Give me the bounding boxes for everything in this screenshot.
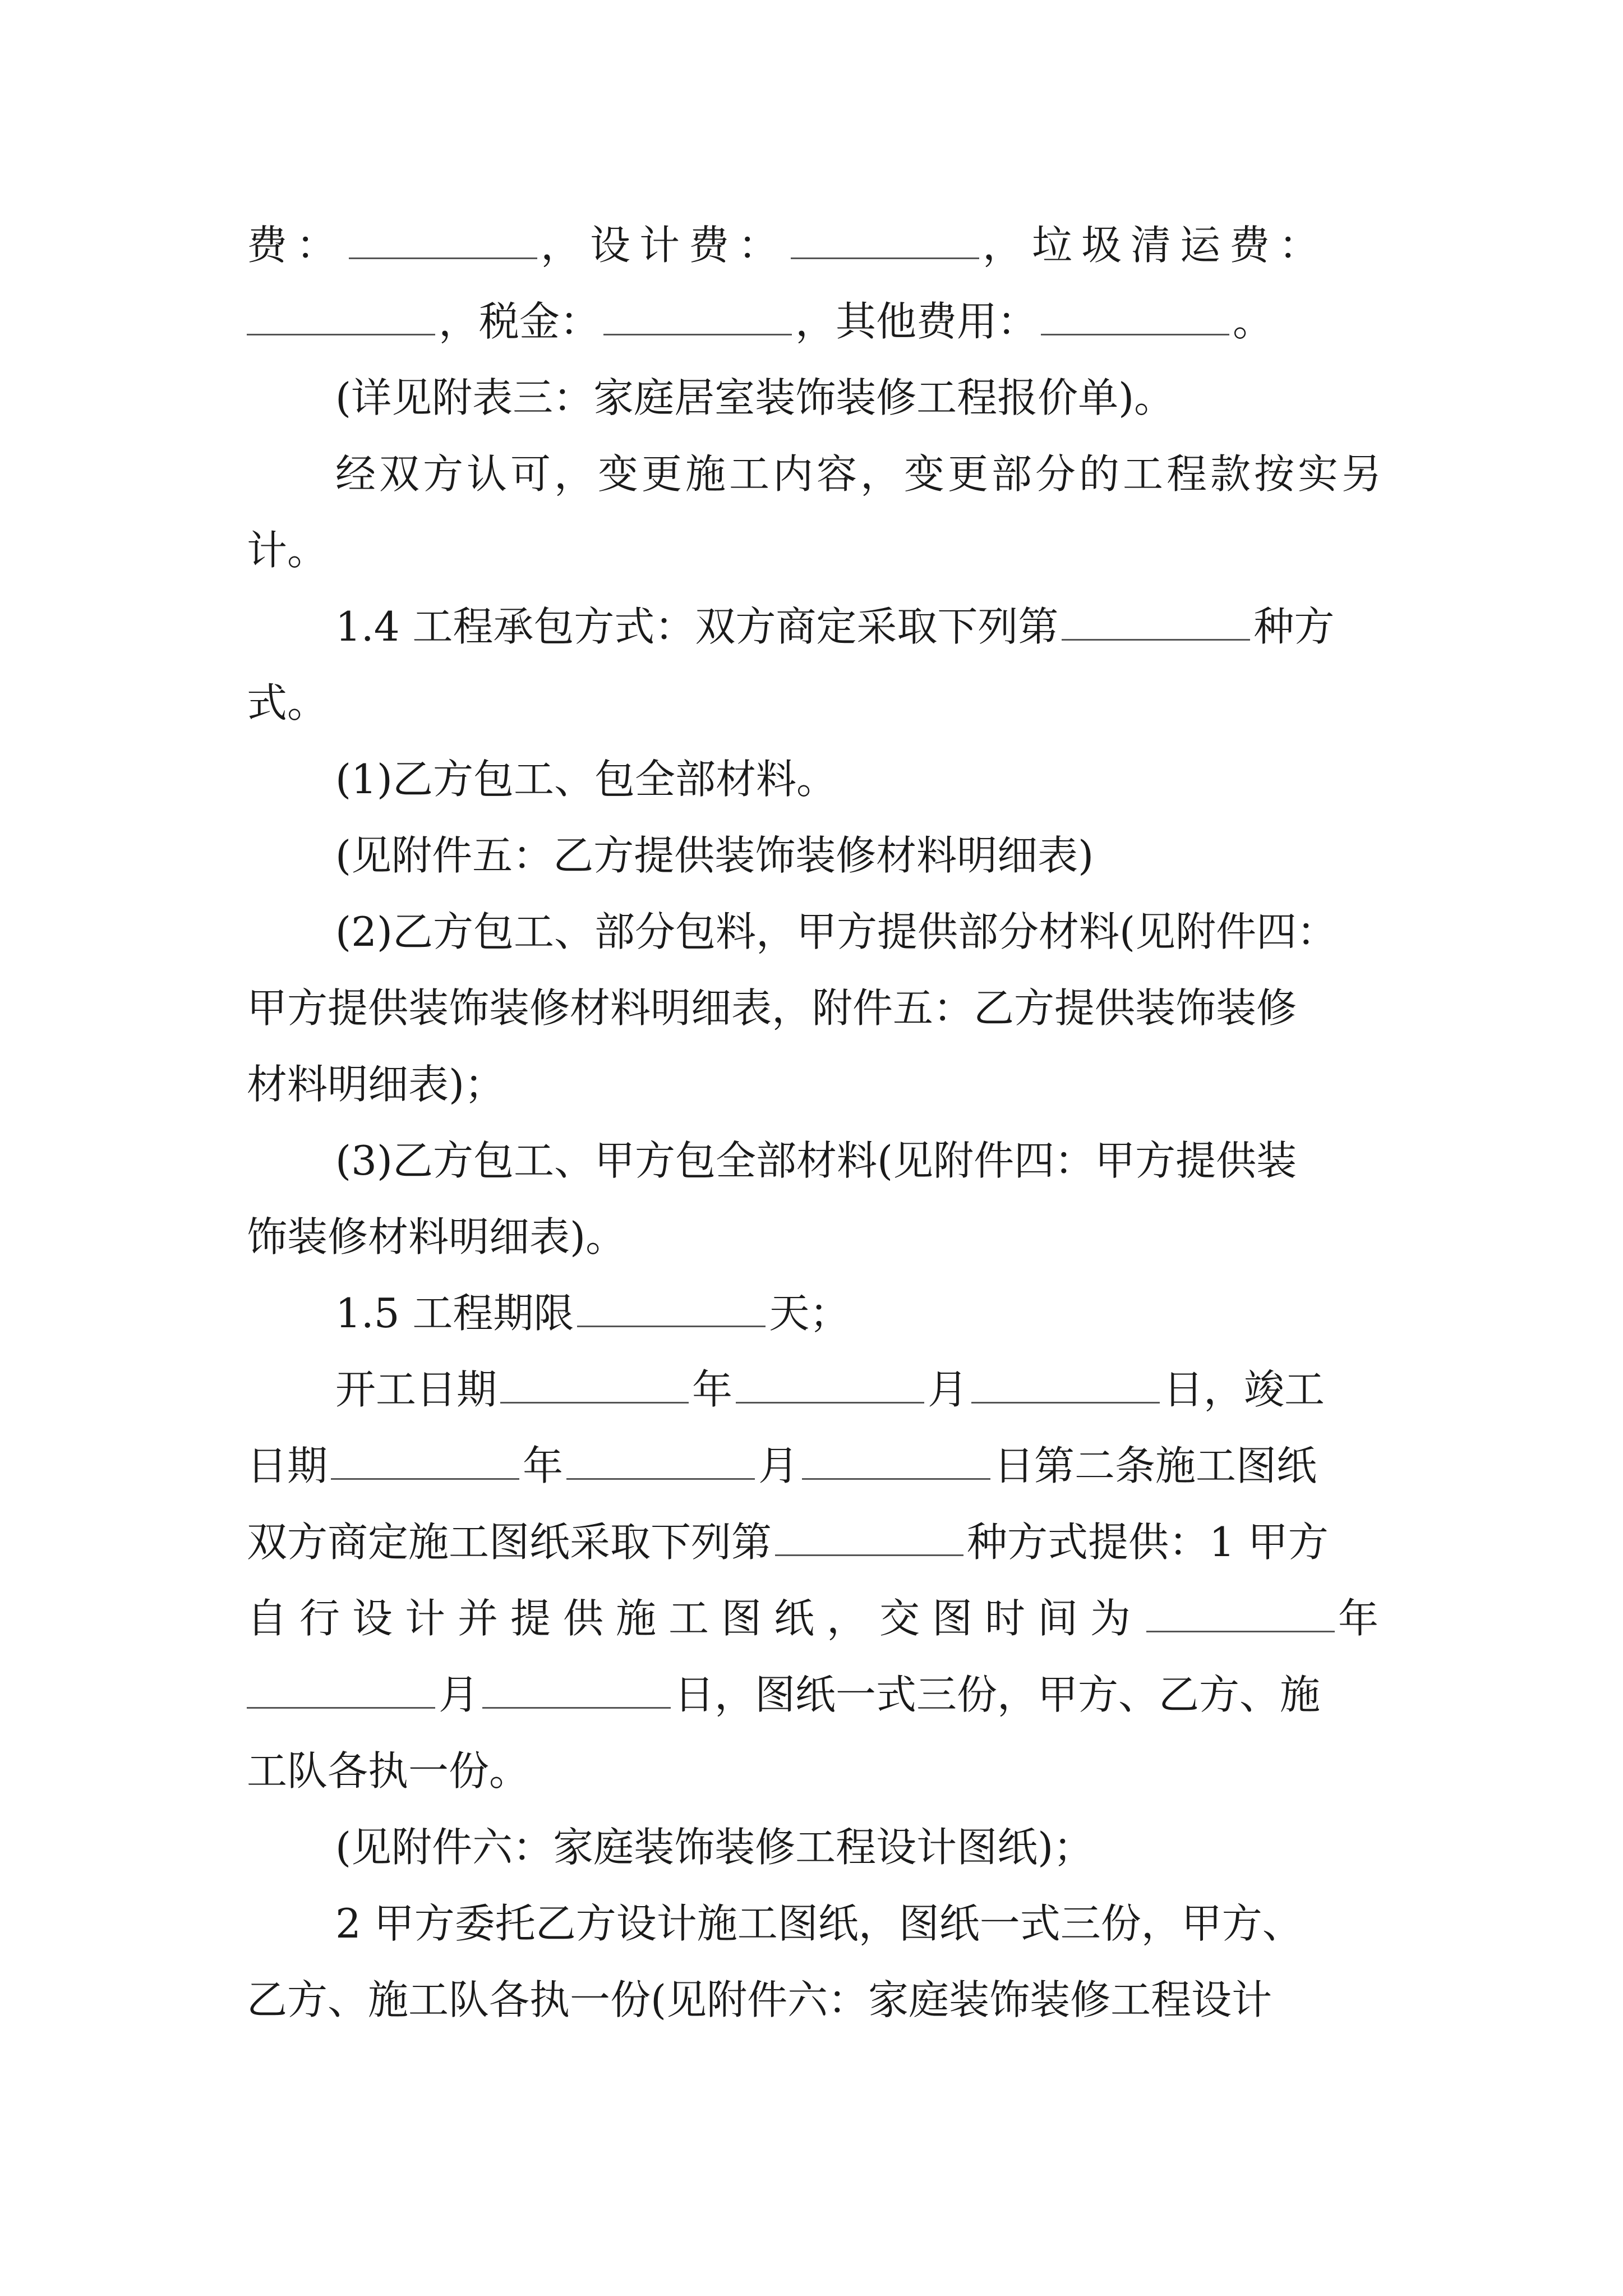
fill-in-blank xyxy=(247,332,435,335)
text-segment: ，其他费用： xyxy=(795,298,1038,345)
fill-in-blank xyxy=(349,255,537,259)
text-segment: 2 甲方委托乙方设计施工图纸，图纸一式三份，甲方、 xyxy=(335,1900,1303,1947)
text-line xyxy=(247,1588,1391,1649)
fill-in-blank xyxy=(791,255,979,259)
text-line xyxy=(247,291,1273,352)
text-segment: 月 xyxy=(928,1366,969,1413)
text-line xyxy=(335,443,1385,505)
text-segment: (详见附表三：家庭居室装饰装修工程报价单)。 xyxy=(335,374,1175,421)
fill-in-blank xyxy=(775,1552,963,1556)
text-line xyxy=(247,214,1328,276)
fill-in-blank xyxy=(500,1400,689,1404)
text-segment: 工队各执一份。 xyxy=(247,1747,530,1795)
text-segment: 双方商定施工图纸采取下列第 xyxy=(247,1519,772,1566)
fill-in-blank xyxy=(331,1476,519,1480)
fill-in-blank xyxy=(1041,332,1229,335)
text-segment: 种方式提供：1 甲方 xyxy=(967,1519,1329,1566)
text-line xyxy=(335,1130,1297,1191)
text-line xyxy=(335,825,1094,886)
fill-in-blank xyxy=(971,1400,1160,1404)
text-segment: (1)乙方包工、包全部材料。 xyxy=(335,756,837,803)
text-line xyxy=(335,1359,1325,1420)
fill-in-blank xyxy=(577,1323,766,1327)
text-line xyxy=(247,1969,1272,2031)
text-segment: (3)乙方包工、甲方包全部材料(见附件四：甲方提供装 xyxy=(335,1137,1297,1184)
text-segment: 日第二条施工图纸 xyxy=(994,1442,1317,1489)
fill-in-blank xyxy=(1146,1628,1335,1632)
text-line xyxy=(247,1053,505,1115)
text-segment: 种方 xyxy=(1253,603,1335,650)
text-segment: ，税金： xyxy=(439,298,601,345)
text-line xyxy=(335,748,837,810)
text-line xyxy=(335,367,1174,429)
text-segment: 自行设计并提供施工图纸，交图时间为 xyxy=(247,1595,1144,1642)
fill-in-blank xyxy=(482,1705,671,1709)
text-segment: (见附件五：乙方提供装饰装修材料明细表) xyxy=(335,832,1094,879)
text-segment: 开工日期 xyxy=(335,1366,497,1413)
fill-in-blank xyxy=(802,1476,990,1480)
text-line xyxy=(247,1435,1317,1497)
text-line xyxy=(247,519,328,581)
text-segment: 计。 xyxy=(247,527,328,574)
text-segment: 1.4 工程承包方式：双方商定采取下列第 xyxy=(335,603,1059,650)
fill-in-blank xyxy=(736,1400,924,1404)
text-line xyxy=(247,1664,1320,1726)
text-line xyxy=(247,672,328,734)
text-segment: 费： xyxy=(247,222,346,269)
text-line xyxy=(335,1282,850,1344)
fill-in-blank xyxy=(566,1476,755,1480)
text-segment: 饰装修材料明细表)。 xyxy=(247,1213,626,1260)
text-line xyxy=(335,596,1334,657)
text-segment: (2)乙方包工、部分包料，甲方提供部分材料(见附件四： xyxy=(335,908,1338,955)
text-segment: ，设计费： xyxy=(541,222,788,269)
text-line xyxy=(247,1740,529,1802)
fill-in-blank xyxy=(247,1705,435,1709)
text-segment: 1.5 工程期限 xyxy=(335,1290,574,1337)
text-segment: 月 xyxy=(758,1442,799,1489)
text-line xyxy=(247,1511,1329,1573)
text-line xyxy=(335,1816,1094,1878)
fill-in-blank xyxy=(603,332,792,335)
text-segment: 年 xyxy=(1338,1595,1391,1642)
text-line xyxy=(335,901,1337,963)
text-segment: 经双方认可，变更施工内容，变更部分的工程款按实另 xyxy=(335,450,1386,498)
text-segment: 年 xyxy=(523,1442,564,1489)
text-segment: 日，图纸一式三份，甲方、乙方、施 xyxy=(674,1671,1321,1718)
text-segment: 日期 xyxy=(247,1442,328,1489)
fill-in-blank xyxy=(1062,637,1250,641)
text-line xyxy=(335,1893,1303,1954)
text-segment: 天； xyxy=(769,1290,850,1337)
text-segment: 乙方、施工队各执一份(见附件六：家庭装饰装修工程设计 xyxy=(247,1976,1272,2023)
text-segment: 甲方提供装饰装修材料明细表，附件五：乙方提供装饰装修 xyxy=(247,984,1297,1032)
text-segment: 材料明细表)； xyxy=(247,1061,505,1108)
text-segment: (见附件六：家庭装饰装修工程设计图纸)； xyxy=(335,1824,1094,1871)
text-segment: 年 xyxy=(692,1366,733,1413)
text-segment: 日，竣工 xyxy=(1163,1366,1325,1413)
text-segment: ，垃圾清运费： xyxy=(983,222,1329,269)
text-segment: 。 xyxy=(1233,298,1274,345)
text-segment: 式。 xyxy=(247,679,328,726)
text-line xyxy=(247,1206,626,1268)
text-segment: 月 xyxy=(439,1671,479,1718)
text-line xyxy=(247,977,1297,1039)
